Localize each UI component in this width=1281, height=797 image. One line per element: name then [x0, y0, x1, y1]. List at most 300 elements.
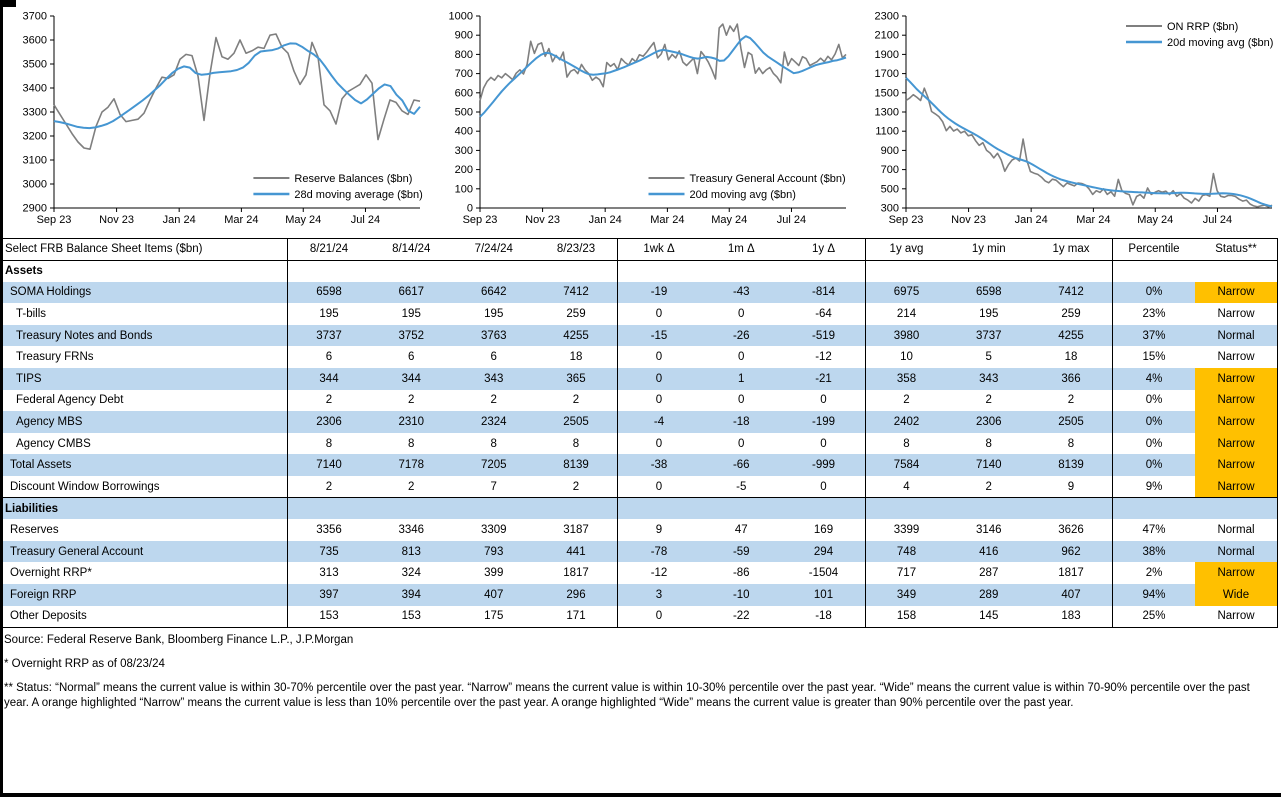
- value-cell: 18: [1064, 351, 1078, 364]
- y-axis-tick-label: 500: [880, 183, 899, 196]
- value-cell: 344: [401, 372, 421, 385]
- x-axis-tick-label: Jul 24: [350, 214, 381, 226]
- percentile-cell: 0%: [1113, 390, 1196, 412]
- value-cell: 394: [401, 588, 421, 601]
- x-axis-tick-label: Sep 23: [36, 214, 72, 226]
- status-cell: Normal: [1217, 329, 1255, 342]
- value-cell: [453, 260, 536, 282]
- y-axis-tick-label: 3000: [22, 178, 47, 191]
- y-axis-tick-label: 3600: [22, 34, 47, 47]
- value-cell: 2505: [1058, 416, 1084, 429]
- value-cell: -199: [811, 416, 836, 429]
- x-axis-tick-label: May 24: [285, 214, 322, 226]
- x-axis-tick-label: Mar 24: [650, 214, 685, 226]
- value-cell: 153: [288, 606, 371, 628]
- value-cell: 294: [813, 545, 834, 558]
- value-cell: 3980: [865, 325, 948, 347]
- status-cell: Narrow: [1195, 282, 1278, 304]
- status-cell: Narrow: [1217, 308, 1255, 321]
- reserve-balances-chart: [8, 6, 428, 234]
- value-cell: 296: [566, 588, 586, 601]
- value-cell: 6642: [480, 286, 507, 299]
- value-cell: 101: [813, 588, 834, 601]
- value-cell: 8: [985, 437, 992, 450]
- y-axis-tick-label: 700: [880, 164, 899, 177]
- value-cell: -59: [732, 545, 750, 558]
- value-cell: 2310: [398, 416, 425, 429]
- value-cell: 9: [1067, 480, 1075, 493]
- status-cell: Narrow: [1195, 368, 1278, 390]
- y-axis-tick-label: 2100: [874, 29, 899, 42]
- value-cell: [865, 498, 948, 520]
- row-other-deposits: [1, 606, 1278, 628]
- series-line: [480, 24, 846, 100]
- value-cell: 0: [820, 480, 827, 493]
- value-cell: 2: [288, 476, 371, 498]
- value-cell: -86: [732, 567, 750, 580]
- treasury-general-account-chart-box: [434, 6, 854, 234]
- row-treasury-general-account: [1, 541, 1278, 563]
- percentile-cell: 0%: [1113, 454, 1196, 476]
- value-cell: 1817: [1058, 567, 1084, 580]
- x-axis-tick-label: Nov 23: [99, 214, 135, 226]
- value-cell: 1: [738, 372, 745, 385]
- value-cell: 8: [865, 433, 948, 455]
- percentile-cell: 0%: [1113, 433, 1196, 455]
- status-cell: [1195, 260, 1278, 282]
- status-cell: [1195, 498, 1278, 520]
- value-cell: 195: [979, 308, 999, 321]
- x-axis-tick-label: Jan 24: [1014, 214, 1048, 226]
- value-cell: 2: [408, 394, 415, 407]
- row-label: Other Deposits: [10, 610, 87, 623]
- percentile-cell: 37%: [1113, 325, 1196, 347]
- value-cell: [948, 498, 1031, 520]
- value-cell: 4255: [1058, 329, 1084, 342]
- status-cell: Narrow: [1195, 454, 1278, 476]
- value-cell: [370, 260, 453, 282]
- value-cell: 214: [865, 303, 948, 325]
- value-cell: 145: [979, 610, 999, 623]
- value-cell: -38: [618, 454, 701, 476]
- percentile-cell: 38%: [1113, 541, 1196, 563]
- value-cell: [288, 498, 371, 520]
- row-label: Total Assets: [10, 459, 72, 472]
- value-cell: 343: [979, 372, 999, 385]
- row-tips: [1, 368, 1278, 390]
- value-cell: 6617: [398, 286, 425, 299]
- percentile-cell: 0%: [1113, 282, 1196, 304]
- percentile-cell: 25%: [1113, 606, 1196, 628]
- y-axis-tick-label: 900: [454, 29, 473, 42]
- value-cell: -22: [732, 610, 750, 623]
- row-agency-cmbs: [1, 433, 1278, 455]
- value-cell: -4: [618, 411, 701, 433]
- value-cell: 6975: [865, 282, 948, 304]
- value-cell: -12: [618, 562, 701, 584]
- value-cell: 195: [484, 308, 504, 321]
- row-treasury-notes-and-bonds: [1, 325, 1278, 347]
- value-cell: 3737: [975, 329, 1002, 342]
- value-cell: -18: [815, 610, 832, 623]
- y-axis-tick-label: 1300: [874, 106, 899, 119]
- value-cell: 8: [572, 437, 580, 450]
- status-cell: Narrow: [1195, 390, 1278, 412]
- x-axis-tick-label: Mar 24: [1076, 214, 1111, 226]
- value-cell: 2: [1067, 394, 1075, 407]
- table-body: [1, 260, 1278, 627]
- value-cell: 2306: [975, 416, 1002, 429]
- status-cell: Narrow: [1217, 351, 1255, 364]
- value-cell: 153: [401, 610, 421, 623]
- value-cell: -5: [736, 480, 747, 493]
- x-axis-tick-label: Sep 23: [462, 214, 498, 226]
- row-foreign-rrp: [1, 584, 1278, 606]
- value-cell: 4: [865, 476, 948, 498]
- legend-label: ON RRP ($bn): [1167, 20, 1239, 33]
- y-axis-tick-label: 600: [454, 87, 473, 100]
- value-cell: 3626: [1058, 524, 1084, 537]
- value-cell: 2: [572, 394, 580, 407]
- percentile-cell: [1113, 498, 1196, 520]
- column-header: 8/14/24: [370, 239, 453, 261]
- value-cell: 6598: [288, 282, 371, 304]
- value-cell: [370, 498, 453, 520]
- value-cell: 735: [288, 541, 371, 563]
- value-cell: 287: [979, 567, 999, 580]
- row-treasury-frns: [1, 346, 1278, 368]
- status-cell: Narrow: [1195, 476, 1278, 498]
- balance-sheet-table: [0, 238, 1278, 628]
- y-axis-tick-label: 1000: [448, 10, 473, 23]
- value-cell: 8139: [1058, 459, 1084, 472]
- value-cell: 0: [618, 606, 701, 628]
- value-cell: -66: [732, 459, 750, 472]
- y-axis-tick-label: 2900: [22, 202, 47, 215]
- value-cell: 813: [401, 545, 421, 558]
- column-header: Status**: [1195, 239, 1278, 261]
- row-label: Agency CMBS: [16, 437, 91, 450]
- row-label: T-bills: [16, 308, 47, 321]
- value-cell: 358: [865, 368, 948, 390]
- value-cell: [618, 260, 701, 282]
- legend-label: 20d moving avg ($bn): [1167, 36, 1274, 49]
- y-axis-tick-label: 0: [466, 202, 473, 215]
- value-cell: 349: [865, 584, 948, 606]
- percentile-cell: 15%: [1113, 346, 1196, 368]
- value-cell: 3752: [398, 329, 425, 342]
- column-header: 1y Δ: [783, 239, 866, 261]
- row-label: Overnight RRP*: [10, 567, 92, 580]
- row-label: Liabilities: [1, 498, 288, 520]
- row-label: Treasury General Account: [10, 545, 144, 558]
- series-line: [54, 34, 420, 149]
- column-header: 1y avg: [865, 239, 948, 261]
- on-rrp-chart: [860, 6, 1280, 234]
- value-cell: 3763: [480, 329, 507, 342]
- status-cell: Narrow: [1195, 433, 1278, 455]
- value-cell: 8: [1067, 437, 1075, 450]
- legend-label: Treasury General Account ($bn): [689, 172, 846, 185]
- value-cell: 962: [1061, 545, 1081, 558]
- column-header: 1y max: [1030, 239, 1113, 261]
- value-cell: -26: [732, 329, 750, 342]
- value-cell: [453, 498, 536, 520]
- value-cell: 0: [820, 394, 827, 407]
- row-label: Assets: [5, 265, 43, 278]
- row-label: Discount Window Borrowings: [10, 480, 160, 493]
- row-label: Federal Agency Debt: [16, 394, 124, 407]
- value-cell: -64: [815, 308, 832, 321]
- x-axis-tick-label: May 24: [1137, 214, 1174, 226]
- value-cell: 2402: [865, 411, 948, 433]
- x-axis-tick-label: Jul 24: [776, 214, 807, 226]
- row-agency-mbs: [1, 411, 1278, 433]
- value-cell: 3356: [288, 519, 371, 541]
- value-cell: 5: [985, 351, 992, 364]
- value-cell: 195: [401, 308, 421, 321]
- on-rrp-chart-box: [860, 6, 1280, 234]
- value-cell: 407: [1061, 588, 1081, 601]
- value-cell: 343: [484, 372, 504, 385]
- value-cell: 183: [1061, 610, 1081, 623]
- value-cell: -814: [811, 286, 836, 299]
- value-cell: 10: [865, 346, 948, 368]
- value-cell: 7140: [288, 454, 371, 476]
- row-label: Foreign RRP: [10, 588, 77, 601]
- percentile-cell: 47%: [1113, 519, 1196, 541]
- value-cell: 0: [738, 351, 745, 364]
- y-axis-tick-label: 500: [454, 106, 473, 119]
- value-cell: -519: [811, 329, 836, 342]
- y-axis-tick-label: 200: [454, 164, 473, 177]
- legend-label: 20d moving avg ($bn): [689, 188, 796, 201]
- value-cell: 289: [979, 588, 999, 601]
- row-label: SOMA Holdings: [10, 286, 92, 299]
- y-axis-tick-label: 3300: [22, 106, 47, 119]
- y-axis-tick-label: 400: [454, 125, 473, 138]
- y-axis-tick-label: 1700: [874, 68, 899, 81]
- legend-label: 28d moving average ($bn): [294, 188, 423, 201]
- x-axis-tick-label: May 24: [711, 214, 748, 226]
- value-cell: 397: [288, 584, 371, 606]
- row-label: TIPS: [16, 372, 42, 385]
- value-cell: 8139: [563, 459, 589, 472]
- value-cell: 324: [401, 567, 421, 580]
- value-cell: 717: [865, 562, 948, 584]
- row-assets: [1, 260, 1278, 282]
- y-axis-tick-label: 3700: [22, 10, 47, 23]
- value-cell: 2: [490, 394, 497, 407]
- value-cell: 0: [820, 437, 827, 450]
- value-cell: 366: [1061, 372, 1081, 385]
- value-cell: 365: [566, 372, 586, 385]
- value-cell: 7178: [398, 459, 425, 472]
- value-cell: 18: [569, 351, 583, 364]
- y-axis-tick-label: 3100: [22, 154, 47, 167]
- value-cell: 6: [490, 351, 497, 364]
- value-cell: 7140: [975, 459, 1002, 472]
- value-cell: 313: [288, 562, 371, 584]
- value-cell: 2: [985, 394, 992, 407]
- value-cell: 7412: [563, 286, 589, 299]
- row-t-bills: [1, 303, 1278, 325]
- value-cell: -78: [618, 541, 701, 563]
- x-axis-tick-label: Jan 24: [162, 214, 196, 226]
- value-cell: -19: [618, 282, 701, 304]
- value-cell: 158: [865, 606, 948, 628]
- value-cell: 2: [408, 480, 415, 493]
- column-header: Percentile: [1113, 239, 1196, 261]
- value-cell: [535, 498, 618, 520]
- value-cell: 344: [288, 368, 371, 390]
- value-cell: 441: [566, 545, 586, 558]
- column-header: 8/21/24: [288, 239, 371, 261]
- status-cell: Wide: [1195, 584, 1278, 606]
- row-discount-window-borrowings: [1, 476, 1278, 498]
- status-cell: Narrow: [1217, 610, 1255, 623]
- value-cell: 7584: [865, 454, 948, 476]
- value-cell: 0: [618, 390, 701, 412]
- value-cell: -18: [732, 416, 750, 429]
- value-cell: 0: [738, 437, 745, 450]
- value-cell: 6598: [975, 286, 1002, 299]
- x-axis-tick-label: Jan 24: [588, 214, 622, 226]
- value-cell: 2: [572, 480, 580, 493]
- footnote-source: Source: Federal Reserve Bank, Bloomberg Finance L.P., J.P.Morgan: [4, 633, 354, 646]
- value-cell: [618, 498, 701, 520]
- column-header: 1m Δ: [700, 239, 783, 261]
- value-cell: [783, 260, 866, 282]
- value-cell: -15: [618, 325, 701, 347]
- percentile-cell: [1113, 260, 1196, 282]
- row-overnight-rrp: [1, 562, 1278, 584]
- value-cell: 0: [618, 368, 701, 390]
- status-cell: Normal: [1217, 524, 1255, 537]
- row-label: Treasury Notes and Bonds: [16, 329, 153, 342]
- x-axis-tick-label: Jul 24: [1202, 214, 1233, 226]
- value-cell: 47: [734, 524, 748, 537]
- y-axis-tick-label: 3400: [22, 82, 47, 95]
- value-cell: 8: [408, 437, 415, 450]
- y-axis-tick-label: 1100: [875, 125, 899, 138]
- value-cell: [948, 260, 1031, 282]
- value-cell: 748: [865, 541, 948, 563]
- value-cell: 2: [288, 390, 371, 412]
- row-label: Reserves: [10, 524, 59, 537]
- value-cell: 1817: [563, 567, 589, 580]
- y-axis-tick-label: 1900: [874, 48, 899, 61]
- value-cell: 3399: [865, 519, 948, 541]
- status-cell: Narrow: [1195, 562, 1278, 584]
- percentile-cell: 94%: [1113, 584, 1196, 606]
- value-cell: 2: [985, 480, 992, 493]
- value-cell: [288, 260, 371, 282]
- y-axis-tick-label: 100: [454, 183, 473, 196]
- y-axis-tick-label: 3500: [22, 58, 47, 71]
- value-cell: [700, 498, 783, 520]
- value-cell: [865, 260, 948, 282]
- value-cell: -12: [815, 351, 832, 364]
- value-cell: 0: [738, 308, 745, 321]
- value-cell: 3346: [398, 524, 425, 537]
- column-header: 1y min: [948, 239, 1031, 261]
- value-cell: 169: [813, 524, 834, 537]
- page-left-border: [0, 0, 3, 797]
- footnotes: [0, 628, 1281, 711]
- percentile-cell: 23%: [1113, 303, 1196, 325]
- table-header-row: [1, 239, 1278, 261]
- footnote-status-definition: ** Status: “Normal” means the current value is within 30-70% percentile over the past year. “Narrow” means the current value is within 10-30% percentile over the past year. “Wide” means the current value is within 70-90% percentile over the past year. A orange highlighted “Narrow” means the current value is less than 10% percentile over the past year. A orange highlighted “Wide” means the current value is greater than 90% percentile over the past year.: [4, 681, 1250, 709]
- value-cell: 399: [484, 567, 504, 580]
- value-cell: 3: [618, 584, 701, 606]
- column-header: 8/23/23: [535, 239, 618, 261]
- value-cell: 7: [490, 480, 497, 493]
- legend-label: Reserve Balances ($bn): [294, 172, 413, 185]
- y-axis-tick-label: 700: [454, 68, 473, 81]
- value-cell: [700, 260, 783, 282]
- y-axis-tick-label: 1500: [874, 87, 899, 100]
- percentile-cell: 9%: [1113, 476, 1196, 498]
- value-cell: -999: [811, 459, 836, 472]
- value-cell: 171: [566, 610, 586, 623]
- x-axis-tick-label: Mar 24: [224, 214, 259, 226]
- value-cell: 195: [288, 303, 371, 325]
- value-cell: 175: [484, 610, 504, 623]
- value-cell: 0: [618, 433, 701, 455]
- value-cell: 8: [288, 433, 371, 455]
- y-axis-tick-label: 3200: [22, 130, 47, 143]
- value-cell: 6: [408, 351, 415, 364]
- value-cell: 9: [618, 519, 701, 541]
- value-cell: 0: [618, 303, 701, 325]
- y-axis-tick-label: 300: [880, 202, 899, 215]
- status-cell: Narrow: [1195, 411, 1278, 433]
- value-cell: 793: [484, 545, 504, 558]
- series-line: [54, 43, 420, 128]
- x-axis-tick-label: Sep 23: [888, 214, 924, 226]
- value-cell: 259: [566, 308, 586, 321]
- y-axis-tick-label: 300: [454, 144, 473, 157]
- value-cell: [1030, 498, 1113, 520]
- reserve-balances-chart-box: [8, 6, 428, 234]
- value-cell: 0: [618, 346, 701, 368]
- value-cell: 2505: [563, 416, 589, 429]
- value-cell: [783, 498, 866, 520]
- row-liabilities: [1, 498, 1278, 520]
- x-axis-tick-label: Nov 23: [951, 214, 987, 226]
- row-total-assets: [1, 454, 1278, 476]
- status-cell: Normal: [1217, 545, 1255, 558]
- value-cell: 8: [490, 437, 497, 450]
- value-cell: 3309: [480, 524, 507, 537]
- column-header: 1wk Δ: [618, 239, 701, 261]
- percentile-cell: 4%: [1113, 368, 1196, 390]
- value-cell: -10: [732, 588, 750, 601]
- value-cell: 3187: [563, 524, 589, 537]
- value-cell: 0: [618, 476, 701, 498]
- page-bottom-border: [0, 793, 1281, 797]
- value-cell: 4255: [563, 329, 589, 342]
- value-cell: 0: [738, 394, 745, 407]
- column-header: 7/24/24: [453, 239, 536, 261]
- value-cell: 416: [979, 545, 999, 558]
- row-label: Treasury FRNs: [16, 351, 94, 364]
- value-cell: -1504: [808, 567, 839, 580]
- value-cell: 6: [288, 346, 371, 368]
- y-axis-tick-label: 2300: [874, 10, 899, 23]
- value-cell: 7205: [480, 459, 507, 472]
